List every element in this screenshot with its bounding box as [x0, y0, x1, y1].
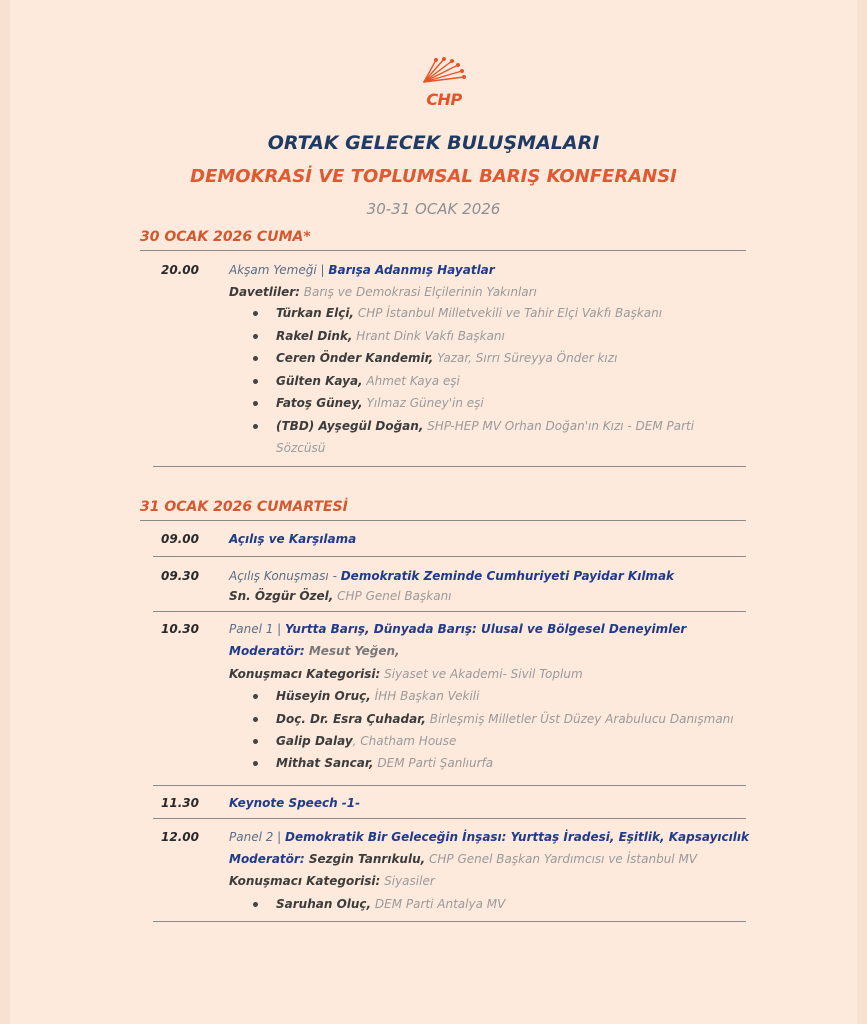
bullet-icon: [253, 717, 258, 722]
moderator-name: Sezgin Tanrıkulu,: [304, 852, 426, 866]
person-name: Saruhan Oluç,: [276, 897, 372, 911]
person-role: Yazar, Sırrı Süreyya Önder kızı: [433, 351, 618, 365]
person-name: Mithat Sancar,: [276, 756, 374, 770]
divider: [153, 466, 746, 467]
conference-title: DEMOKRASİ VE TOPLUMSAL BARIŞ KONFERANSI: [190, 166, 677, 187]
invited-label: Davetliler:: [229, 285, 300, 299]
divider: [153, 921, 746, 922]
list-item: [276, 689, 479, 703]
session-title: Barışa Adanmış Hayatlar: [328, 263, 495, 277]
session-label: Panel 1 |: [229, 622, 286, 636]
bullet-icon: [253, 694, 258, 699]
person-name: Ceren Önder Kandemir,: [276, 351, 434, 365]
person-name: Hüseyin Oruç,: [276, 689, 371, 703]
moderator-label: Moderatör:: [229, 852, 305, 866]
session-title-line: [229, 830, 749, 844]
list-item: [276, 329, 505, 343]
person-name: Doç. Dr. Esra Çuhadar,: [276, 712, 426, 726]
person-name: Galip Dalay: [276, 734, 353, 748]
bullet-icon: [253, 424, 258, 429]
session-title-line: [229, 796, 360, 810]
list-item: [276, 374, 460, 388]
list-item: [276, 306, 662, 320]
session-label: Açılış Konuşması -: [229, 569, 341, 583]
day1-heading: 30 OCAK 2026 CUMA*: [140, 229, 311, 245]
person-name: (TBD) Ayşegül Doğan,: [276, 419, 424, 433]
list-item: [276, 419, 694, 433]
session-title: Demokratik Zeminde Cumhuriyeti Payidar Kılmak: [340, 569, 675, 583]
person-role: Hrant Dink Vakfı Başkanı: [352, 329, 505, 343]
person-role: Birleşmiş Milletler Üst Düzey Arabulucu Danışmanı: [425, 712, 734, 726]
category-value: Siyaset ve Akademi- Sivil Toplum: [380, 667, 583, 681]
person-role: , Chatham House: [352, 734, 457, 748]
bullet-icon: [253, 401, 258, 406]
bullet-icon: [253, 761, 258, 766]
bullet-icon: [253, 902, 258, 907]
session-label: Akşam Yemeği |: [229, 263, 329, 277]
session-title: Keynote Speech -1-: [229, 796, 361, 810]
session-time: 09.30: [161, 569, 199, 583]
list-item: [276, 756, 493, 770]
session-title-line: [229, 263, 495, 277]
list-item: [276, 897, 505, 911]
person-role: Yılmaz Güney'in eşi: [362, 396, 484, 410]
person-role: SHP-HEP MV Orhan Doğan'ın Kızı - DEM Parti: [423, 419, 695, 433]
conference-series-title: ORTAK GELECEK BULUŞMALARI: [267, 132, 600, 154]
conference-dates: 30-31 OCAK 2026: [366, 200, 501, 218]
list-item: [276, 396, 484, 410]
category-label: Konuşmacı Kategorisi:: [229, 667, 381, 681]
list-item: [276, 734, 456, 748]
bullet-icon: [253, 356, 258, 361]
person-role: DEM Parti Antalya MV: [371, 897, 506, 911]
chp-logo: [418, 56, 470, 112]
invited-line: [229, 285, 537, 299]
category-value: Siyasiler: [380, 874, 435, 888]
person-role: DEM Parti Şanlıurfa: [373, 756, 494, 770]
list-item-continuation: [276, 441, 325, 455]
session-title: Demokratik Bir Geleceğin İnşası: Yurttaş İradesi, Eşitlik, Kapsayıcılık: [285, 830, 749, 844]
divider: [140, 250, 746, 251]
six-arrows-icon: [418, 56, 470, 90]
speaker-role: CHP Genel Başkanı: [333, 589, 452, 603]
person-name: Gülten Kaya,: [276, 374, 363, 388]
moderator-role: CHP Genel Başkan Yardımcısı ve İstanbul MV: [425, 852, 698, 866]
list-item: [276, 351, 617, 365]
bullet-icon: [253, 334, 258, 339]
session-time: 10.30: [161, 622, 199, 636]
person-role: İHH Başkan Vekili: [370, 689, 480, 703]
session-title: Yurtta Barış, Dünyada Barış: Ulusal ve Bölgesel Deneyimler: [285, 622, 687, 636]
moderator-name: Mesut Yeğen,: [304, 644, 400, 658]
person-name: Rakel Dink,: [276, 329, 353, 343]
divider: [153, 556, 746, 557]
day2-heading: 31 OCAK 2026 CUMARTESİ: [140, 499, 348, 515]
moderator-line: [229, 644, 400, 658]
session-title: Açılış ve Karşılama: [229, 532, 357, 546]
session-time: 12.00: [161, 830, 199, 844]
category-line: [229, 874, 435, 888]
divider: [153, 785, 746, 786]
person-role: Sözcüsü: [276, 441, 326, 455]
invited-value: Barış ve Demokrasi Elçilerinin Yakınları: [299, 285, 537, 299]
person-name: Fatoş Güney,: [276, 396, 363, 410]
bullet-icon: [253, 311, 258, 316]
session-title-line: [229, 569, 674, 583]
list-item: [276, 712, 734, 726]
divider: [153, 818, 746, 819]
session-time: 11.30: [161, 796, 199, 810]
logo-text: CHP: [426, 90, 462, 109]
moderator-line: [229, 852, 697, 866]
speaker-line: [229, 589, 452, 603]
session-time: 20.00: [161, 263, 199, 277]
speaker-name: Sn. Özgür Özel,: [229, 589, 334, 603]
moderator-label: Moderatör:: [229, 644, 305, 658]
session-title-line: [229, 622, 686, 636]
session-label: Panel 2 |: [229, 830, 286, 844]
divider: [140, 520, 746, 521]
bullet-icon: [253, 379, 258, 384]
person-role: Ahmet Kaya eşi: [362, 374, 460, 388]
category-label: Konuşmacı Kategorisi:: [229, 874, 381, 888]
category-line: [229, 667, 583, 681]
person-role: CHP İstanbul Milletvekili ve Tahir Elçi Vakfı Başkanı: [354, 306, 663, 320]
session-title-line: [229, 532, 356, 546]
bullet-icon: [253, 739, 258, 744]
divider: [153, 611, 746, 612]
person-name: Türkan Elçi,: [276, 306, 354, 320]
session-time: 09.00: [161, 532, 199, 546]
